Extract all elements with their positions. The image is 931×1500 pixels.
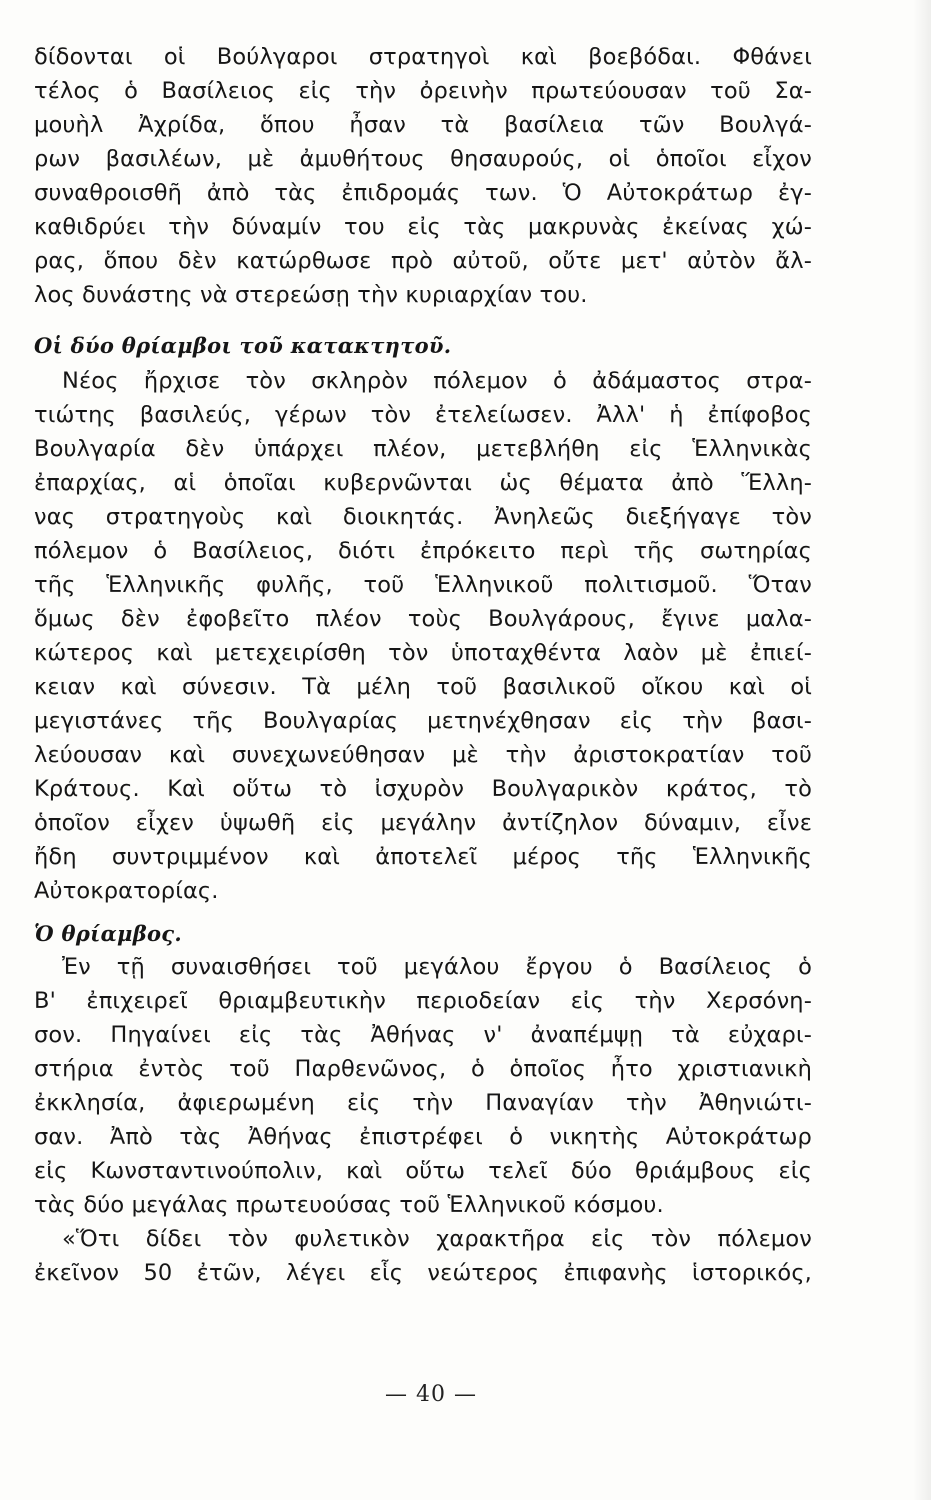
page-edge-shadow [913, 0, 931, 1500]
text-line: ἐκκλησία, ἀφιερωμένη εἰς τὴν Παναγίαν τὴν Ἀθηνιώτι- [34, 1090, 812, 1116]
text-line: ἐκεῖνον 50 ἐτῶν, λέγει εἷς νεώτερος ἐπιφανὴς ἱστορικός, [34, 1260, 812, 1286]
text-line: Κράτους. Καὶ οὕτω τὸ ἰσχυρὸν Βουλγαρικὸν κράτος, τὸ [34, 776, 812, 802]
text-line: ἐπαρχίας, αἱ ὁποῖαι κυβερνῶνται ὡς θέματα ἀπὸ Ἕλλη- [34, 470, 812, 496]
section-heading-two-triumphs: Οἱ δύο θρίαμβοι τοῦ κατακτητοῦ. [34, 333, 452, 358]
text-line: καθιδρύει τὴν δύναμίν του εἰς τὰς μακρυνὰς ἐκείνας χώ- [34, 214, 812, 240]
text-line: κειαν καὶ σύνεσιν. Τὰ μέλη τοῦ βασιλικοῦ οἴκου καὶ οἱ [34, 674, 812, 700]
text-line: τῆς Ἑλληνικῆς φυλῆς, τοῦ Ἑλληνικοῦ πολιτισμοῦ. Ὅταν [34, 572, 812, 598]
text-line: ἤδη συντριμμένον καὶ ἀποτελεῖ μέρος τῆς Ἑλληνικῆς [34, 844, 812, 870]
text-line: εἰς Κωνσταντινούπολιν, καὶ οὕτω τελεῖ δύο θριάμβους εἰς [34, 1158, 812, 1184]
text-line: Αὐτοκρατορίας. [34, 878, 219, 904]
paragraph-3 [34, 950, 812, 1222]
text-line: λος δυνάστης νὰ στερεώσῃ τὴν κυριαρχίαν του. [34, 282, 588, 308]
text-line: ὁποῖον εἶχεν ὑψωθῆ εἰς μεγάλην ἀντίζηλον δύναμιν, εἶνε [34, 810, 812, 836]
text-line: τιώτης βασιλεύς, γέρων τὸν ἐτελείωσεν. Ἀλλ' ἡ ἐπίφοβος [34, 402, 812, 428]
text-line: ρων βασιλέων, μὲ ἀμυθήτους θησαυρούς, οἱ ὁποῖοι εἶχον [34, 146, 812, 172]
text-line: ὅμως δὲν ἐφοβεῖτο πλέον τοὺς Βουλγάρους, ἔγινε μαλα- [34, 606, 812, 632]
page-text [34, 40, 812, 1290]
text-line: Βουλγαρία δὲν ὑπάρχει πλέον, μετεβλήθη εἰς Ἑλληνικὰς [34, 436, 812, 462]
text-line: τὰς δύο μεγάλας πρωτευούσας τοῦ Ἑλληνικοῦ κόσμου. [34, 1192, 664, 1218]
text-line: «Ὅτι δίδει τὸν φυλετικὸν χαρακτῆρα εἰς τὸν πόλεμον [62, 1226, 812, 1252]
text-line: κώτερος καὶ μετεχειρίσθη τὸν ὑποταχθέντα λαὸν μὲ ἐπιεί- [34, 640, 812, 666]
text-line: σαν. Ἀπὸ τὰς Ἀθήνας ἐπιστρέφει ὁ νικητὴς Αὐτοκράτωρ [34, 1124, 812, 1150]
text-line: Ἐν τῇ συναισθήσει τοῦ μεγάλου ἔργου ὁ Βασίλειος ὁ [62, 954, 812, 980]
text-line: νας στρατηγοὺς καὶ διοικητάς. Ἀνηλεῶς διεξήγαγε τὸν [34, 504, 812, 530]
text-line: μουὴλ Ἀχρίδα, ὅπου ἦσαν τὰ βασίλεια τῶν Βουλγά- [34, 112, 812, 138]
text-line: πόλεμον ὁ Βασίλειος, διότι ἐπρόκειτο περὶ τῆς σωτηρίας [34, 538, 812, 564]
section-heading-triumph: Ὁ θρίαμβος. [34, 921, 182, 946]
text-line: τέλος ὁ Βασίλειος εἰς τὴν ὀρεινὴν πρωτεύουσαν τοῦ Σα- [34, 78, 812, 104]
text-line: συναθροισθῆ ἀπὸ τὰς ἐπιδρομάς των. Ὁ Αὐτοκράτωρ ἐγ- [34, 180, 812, 206]
text-line: δίδονται οἱ Βούλγαροι στρατηγοὶ καὶ βοεβόδαι. Φθάνει [34, 44, 812, 70]
text-line: Νέος ἤρχισε τὸν σκληρὸν πόλεμον ὁ ἀδάμαστος στρα- [62, 368, 812, 394]
text-line: λεύουσαν καὶ συνεχωνεύθησαν μὲ τὴν ἀριστοκρατίαν τοῦ [34, 742, 812, 768]
text-line: στήρια ἐντὸς τοῦ Παρθενῶνος, ὁ ὁποῖος ἦτο χριστιανικὴ [34, 1056, 812, 1082]
paragraph-4 [34, 1222, 812, 1290]
page-number: — 40 — [385, 1382, 477, 1407]
text-line: ρας, ὅπου δὲν κατώρθωσε πρὸ αὐτοῦ, οὔτε μετ' αὐτὸν ἄλ- [34, 248, 812, 274]
text-line: Β' ἐπιχειρεῖ θριαμβευτικὴν περιοδείαν εἰς τὴν Χερσόνη- [34, 988, 812, 1014]
paragraph-2 [34, 364, 812, 908]
text-line: μεγιστάνες τῆς Βουλγαρίας μετηνέχθησαν εἰς τὴν βασι- [34, 708, 812, 734]
paragraph-1 [34, 40, 812, 312]
text-line: σον. Πηγαίνει εἰς τὰς Ἀθήνας ν' ἀναπέμψῃ τὰ εὐχαρι- [34, 1022, 812, 1048]
